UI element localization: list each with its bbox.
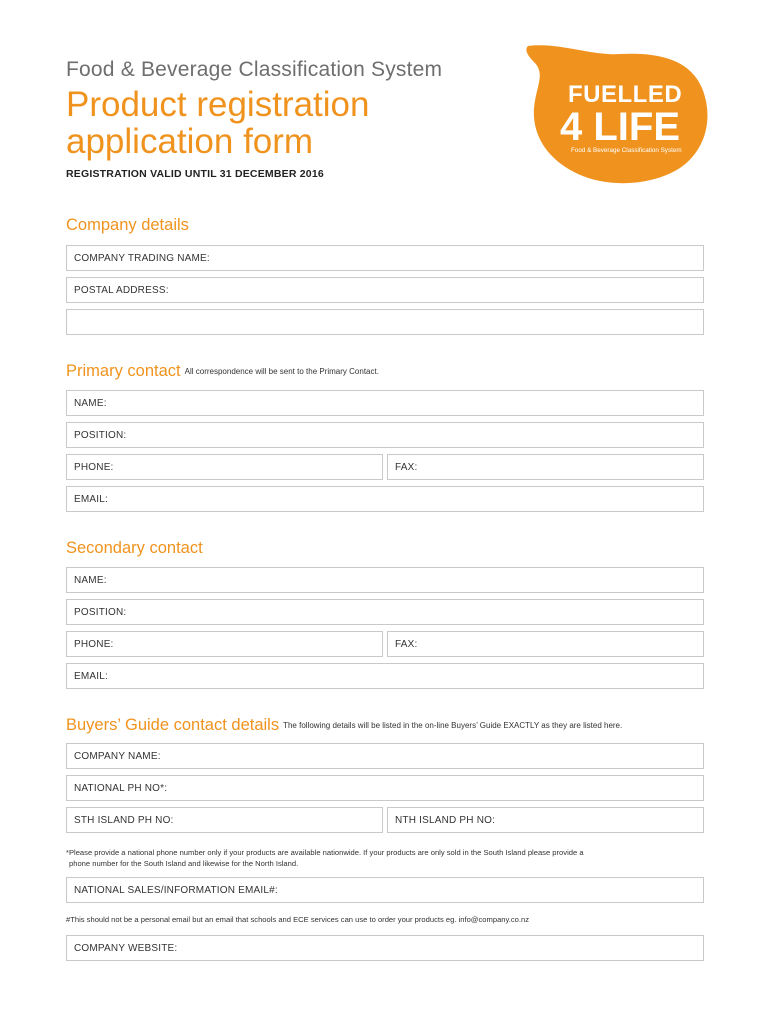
secondary-fax-field[interactable] <box>387 631 704 657</box>
postal-address-line2-field[interactable] <box>66 309 704 335</box>
company-trading-name-input[interactable] <box>217 250 697 269</box>
secondary-name-input[interactable] <box>112 572 697 591</box>
buyers-guide-note: The following details will be listed in the on-line Buyers’ Guide EXACTLY as they are listed here. <box>283 721 623 730</box>
company-details-title: Company details <box>66 216 189 234</box>
secondary-phone-field[interactable] <box>66 631 383 657</box>
primary-position-field[interactable] <box>66 422 704 448</box>
email-footnote: #This should not be a personal email but an email that schools and ECE services can use to order your products eg. info@company.co.nz <box>66 915 530 924</box>
company-website-field[interactable] <box>66 935 704 961</box>
primary-fax-input[interactable] <box>428 459 697 478</box>
buyers-guide-heading <box>66 716 622 735</box>
national-sales-email-input[interactable] <box>297 882 697 901</box>
secondary-position-label: POSITION: <box>74 607 127 618</box>
national-phone-footnote-line2: phone number for the South Island and likewise for the North Island. <box>69 859 299 868</box>
nth-island-phone-field[interactable] <box>387 807 704 833</box>
primary-fax-field[interactable] <box>387 454 704 480</box>
company-trading-name-field[interactable] <box>66 245 704 271</box>
primary-name-input[interactable] <box>112 395 697 414</box>
secondary-contact-title: Secondary contact <box>66 539 203 557</box>
nth-island-phone-input[interactable] <box>506 812 697 831</box>
primary-position-label: POSITION: <box>74 430 127 441</box>
secondary-contact-heading <box>66 539 203 558</box>
company-website-input[interactable] <box>185 940 697 959</box>
logo-line2: 4 LIFE <box>560 105 681 149</box>
postal-address-line2-input[interactable] <box>74 314 697 333</box>
buyers-guide-title: Buyers’ Guide contact details <box>66 716 280 734</box>
secondary-fax-input[interactable] <box>428 636 697 655</box>
primary-position-input[interactable] <box>132 427 697 446</box>
secondary-email-label: EMAIL: <box>74 671 108 682</box>
buyers-company-name-input[interactable] <box>172 748 697 767</box>
primary-name-field[interactable] <box>66 390 704 416</box>
primary-phone-field[interactable] <box>66 454 383 480</box>
postal-address-field[interactable] <box>66 277 704 303</box>
primary-email-input[interactable] <box>115 491 697 510</box>
primary-email-field[interactable] <box>66 486 704 512</box>
logo-tagline: Food & Beverage Classification System <box>571 147 682 154</box>
primary-contact-heading <box>66 362 379 381</box>
secondary-name-label: NAME: <box>74 575 107 586</box>
primary-contact-note: All correspondence will be sent to the Primary Contact. <box>184 367 379 376</box>
company-trading-name-label: COMPANY TRADING NAME: <box>74 253 210 264</box>
secondary-email-input[interactable] <box>115 668 697 687</box>
postal-address-label: POSTAL ADDRESS: <box>74 285 169 296</box>
form-title-line1: Product registration <box>66 85 370 124</box>
sth-island-phone-input[interactable] <box>182 812 376 831</box>
postal-address-input[interactable] <box>177 282 697 301</box>
secondary-fax-label: FAX: <box>395 639 418 650</box>
buyers-company-name-label: COMPANY NAME: <box>74 751 161 762</box>
national-phone-label: NATIONAL PH NO*: <box>74 783 168 794</box>
national-phone-input[interactable] <box>179 780 697 799</box>
buyers-company-name-field[interactable] <box>66 743 704 769</box>
secondary-position-field[interactable] <box>66 599 704 625</box>
sth-island-phone-label: STH ISLAND PH NO: <box>74 815 174 826</box>
sth-island-phone-field[interactable] <box>66 807 383 833</box>
logo-line1: FUELLED <box>568 81 683 108</box>
secondary-phone-input[interactable] <box>122 636 376 655</box>
secondary-phone-label: PHONE: <box>74 639 114 650</box>
primary-contact-title: Primary contact <box>66 362 181 380</box>
national-sales-email-label: NATIONAL SALES/INFORMATION EMAIL#: <box>74 885 278 896</box>
primary-phone-label: PHONE: <box>74 462 114 473</box>
company-website-label: COMPANY WEBSITE: <box>74 943 178 954</box>
primary-fax-label: FAX: <box>395 462 418 473</box>
company-details-heading <box>66 216 189 235</box>
primary-phone-input[interactable] <box>122 459 376 478</box>
national-sales-email-field[interactable] <box>66 877 704 903</box>
national-phone-field[interactable] <box>66 775 704 801</box>
registration-validity: REGISTRATION VALID UNTIL 31 DECEMBER 2016 <box>66 168 324 180</box>
primary-email-label: EMAIL: <box>74 494 108 505</box>
form-title-line2: application form <box>66 122 314 161</box>
secondary-position-input[interactable] <box>132 604 697 623</box>
national-phone-footnote-line1: *Please provide a national phone number only if your products are available nationwide. If your products are only sold in the South Island please provide a <box>66 848 584 857</box>
form-subtitle: Food & Beverage Classification System <box>66 58 443 81</box>
national-phone-footnote <box>66 847 706 869</box>
fuelled-4-life-logo <box>520 38 712 186</box>
nth-island-phone-label: NTH ISLAND PH NO: <box>395 815 496 826</box>
secondary-name-field[interactable] <box>66 567 704 593</box>
secondary-email-field[interactable] <box>66 663 704 689</box>
primary-name-label: NAME: <box>74 398 107 409</box>
form-title <box>66 86 369 160</box>
